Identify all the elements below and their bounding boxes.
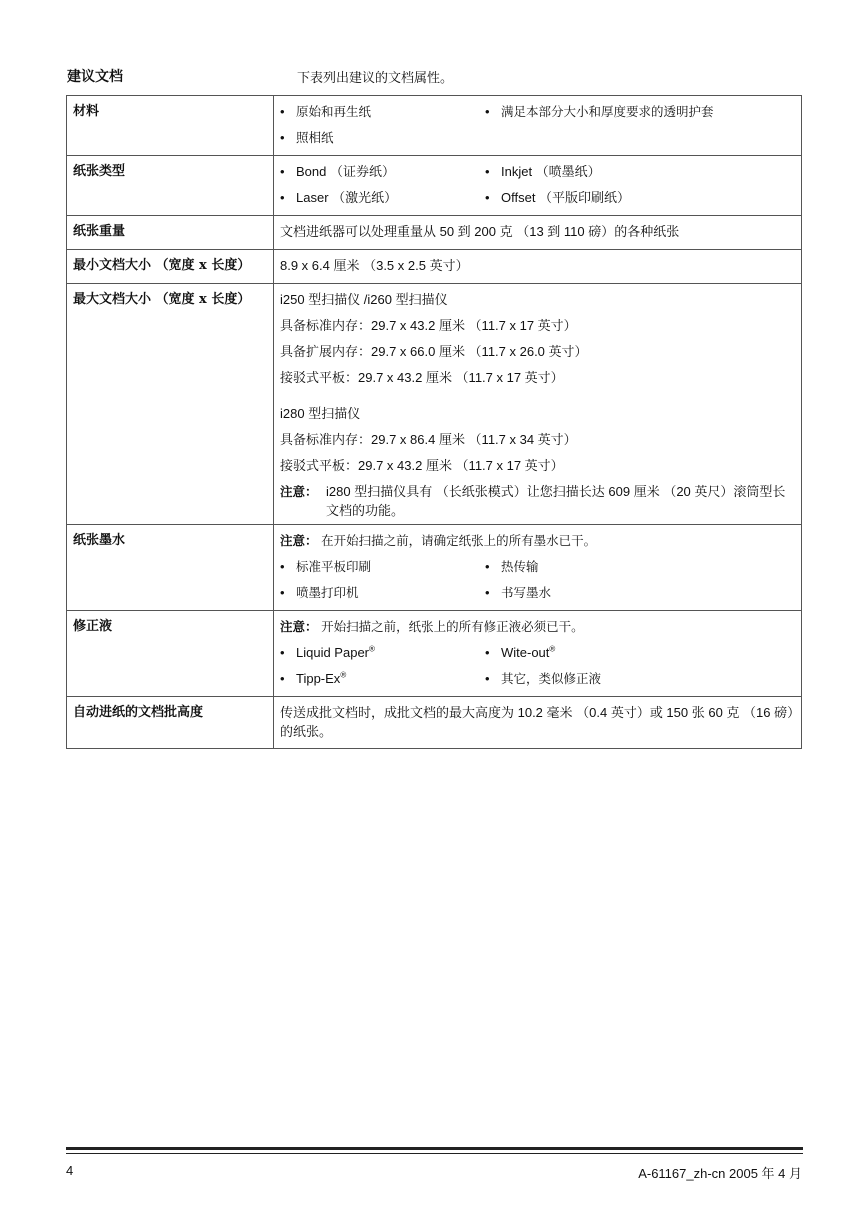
note-text: 在开始扫描之前，请确定纸张上的所有墨水已干。 xyxy=(321,533,597,548)
document-properties-table xyxy=(66,95,802,749)
bullet-icon: • xyxy=(485,104,490,119)
list-item: • 标准平板印刷 xyxy=(280,554,485,580)
row-value-paper-types xyxy=(274,156,802,216)
row-value-correction-fluid xyxy=(274,611,802,697)
bullet-icon: • xyxy=(280,104,285,119)
list-item: • Offset （平版印刷纸） xyxy=(485,185,795,211)
registered-mark: ® xyxy=(340,670,347,680)
row-label-paper-weight: 纸张重量 xyxy=(67,216,274,250)
table-row xyxy=(67,525,802,611)
bullet-icon: • xyxy=(485,559,490,574)
registered-mark: ® xyxy=(369,644,375,654)
note-text: 开始扫描之前，纸张上的所有修正液必须已干。 xyxy=(321,619,584,634)
row-value-min-size: 8.9 x 6.4 厘米 （3.5 x 2.5 英寸） xyxy=(274,250,802,284)
row-value-materials xyxy=(274,96,802,156)
note-label: 注意： xyxy=(280,619,318,634)
bullet-icon: • xyxy=(485,671,490,686)
list-item: • Laser （激光纸） xyxy=(280,185,485,211)
list-item: • Bond （证券纸） xyxy=(280,159,485,185)
table-row xyxy=(67,156,802,216)
list-item: • 其它，类似修正液 xyxy=(485,666,795,692)
list-item: • 满足本部分大小和厚度要求的透明护套 xyxy=(485,99,795,125)
row-label-ink: 纸张墨水 xyxy=(67,525,274,611)
table-row xyxy=(67,611,802,697)
bullet-icon: • xyxy=(485,190,490,205)
note-label: 注意： xyxy=(280,484,318,499)
bullet-icon: • xyxy=(280,130,285,145)
row-label-max-size: 最大文档大小 （宽度 x 长度） xyxy=(67,284,274,525)
table-row xyxy=(67,216,802,250)
scanner-group-title: i250 型扫描仪 /i260 型扫描仪 xyxy=(280,292,448,307)
list-item: • 喷墨打印机 xyxy=(280,580,485,606)
footer-rule-thin xyxy=(66,1153,803,1154)
list-item: • 照相纸 xyxy=(280,125,485,151)
list-item: • 书写墨水 xyxy=(485,580,795,606)
row-label-batch-height: 自动进纸的文档批高度 xyxy=(67,697,274,749)
list-item: • Wite-out® xyxy=(485,640,795,666)
row-value-batch-height: 传送成批文档时，成批文档的最大高度为 10.2 毫米 （0.4 英寸）或 150 张 60 克 （16 磅）的纸张。 xyxy=(274,697,802,749)
note xyxy=(280,528,795,554)
bullet-icon: • xyxy=(280,559,285,574)
table-row xyxy=(67,250,802,284)
size-spec-line: 具备扩展内存：29.7 x 66.0 厘米 （11.7 x 26.0 英寸） xyxy=(280,344,588,359)
size-spec-line: 接驳式平板：29.7 x 43.2 厘米 （11.7 x 17 英寸） xyxy=(280,370,564,385)
size-spec-line: 具备标准内存：29.7 x 43.2 厘米 （11.7 x 17 英寸） xyxy=(280,318,577,333)
note xyxy=(280,614,795,640)
bullet-icon: • xyxy=(485,645,490,660)
row-label-min-size: 最小文档大小 （宽度 x 长度） xyxy=(67,250,274,284)
bullet-icon: • xyxy=(280,671,285,686)
bullet-icon: • xyxy=(485,585,490,600)
list-item: • Liquid Paper® xyxy=(280,640,485,666)
table-row xyxy=(67,96,802,156)
bullet-icon: • xyxy=(280,585,285,600)
note-text: i280 型扫描仪具有 （长纸张模式）让您扫描长达 609 厘米 （20 英尺）滚筒型长文档的功能。 xyxy=(326,484,786,518)
note xyxy=(280,479,795,520)
table-row xyxy=(67,284,802,525)
table-row xyxy=(67,697,802,749)
intro-text: 下表列出建议的文档属性。 xyxy=(297,71,454,86)
row-value-paper-weight: 文档进纸器可以处理重量从 50 到 200 克 （13 到 110 磅）的各种纸张 xyxy=(274,216,802,250)
footer-rule xyxy=(66,1147,803,1150)
row-value-max-size xyxy=(274,284,802,525)
row-value-ink xyxy=(274,525,802,611)
scanner-group-title: i280 型扫描仪 xyxy=(280,406,361,421)
row-label-materials: 材料 xyxy=(67,96,274,156)
bullet-icon: • xyxy=(280,190,285,205)
registered-mark: ® xyxy=(549,644,556,654)
bullet-icon: • xyxy=(280,164,285,179)
list-item: • Tipp-Ex® xyxy=(280,666,485,692)
document-id: A-61167_zh-cn 2005 年 4 月 xyxy=(638,1166,802,1181)
list-item: • 原始和再生纸 xyxy=(280,99,485,125)
section-title: 建议文档 xyxy=(67,69,123,85)
size-spec-line: 接驳式平板：29.7 x 43.2 厘米 （11.7 x 17 英寸） xyxy=(280,458,564,473)
bullet-icon: • xyxy=(280,645,285,660)
note-label: 注意： xyxy=(280,533,318,548)
list-item: • Inkjet （喷墨纸） xyxy=(485,159,795,185)
bullet-icon: • xyxy=(485,164,490,179)
list-item: • 热传输 xyxy=(485,554,795,580)
row-label-paper-types: 纸张类型 xyxy=(67,156,274,216)
page-number: 4 xyxy=(66,1163,74,1178)
row-label-correction-fluid: 修正液 xyxy=(67,611,274,697)
size-spec-line: 具备标准内存：29.7 x 86.4 厘米 （11.7 x 34 英寸） xyxy=(280,432,577,447)
